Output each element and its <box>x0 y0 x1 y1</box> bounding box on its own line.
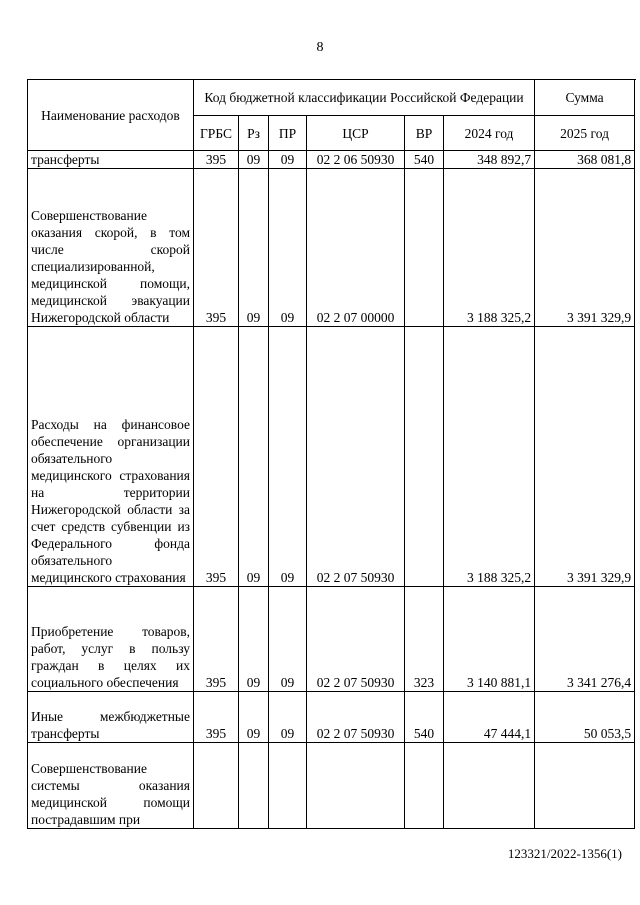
row-2024 <box>444 743 535 829</box>
header-2025: 2025 год <box>535 116 635 151</box>
row-2025: 3 391 329,9 <box>535 169 635 327</box>
header-rz: Рз <box>239 116 269 151</box>
row-2025: 3 341 276,4 <box>535 587 635 692</box>
row-vr <box>405 327 444 587</box>
row-name: трансферты <box>28 151 194 169</box>
row-name: Приобретение товаров, работ, услуг в пользу граждан в целях их социального обеспечения <box>28 587 194 692</box>
row-rz: 09 <box>239 169 269 327</box>
table-row <box>28 743 635 829</box>
row-csr: 02 2 07 50930 <box>307 587 405 692</box>
header-2024: 2024 год <box>444 116 535 151</box>
row-2024: 3 188 325,2 <box>444 169 535 327</box>
row-pr: 09 <box>269 587 307 692</box>
row-rz: 09 <box>239 327 269 587</box>
row-csr <box>307 743 405 829</box>
row-2024: 348 892,7 <box>444 151 535 169</box>
row-2025: 3 391 329,9 <box>535 327 635 587</box>
header-vr: ВР <box>405 116 444 151</box>
row-pr <box>269 743 307 829</box>
row-pr: 09 <box>269 151 307 169</box>
row-name: Иные межбюджетные трансферты <box>28 692 194 743</box>
row-name: Расходы на финансовое обеспечение организации обязательного медицинского страхования на территории Нижегородской области за счет средств субвенции из Федерального фонда обязательного медицинского страхования <box>28 327 194 587</box>
table-row <box>28 692 635 743</box>
row-2025: 50 053,5 <box>535 692 635 743</box>
row-csr: 02 2 06 50930 <box>307 151 405 169</box>
row-csr: 02 2 07 50930 <box>307 327 405 587</box>
table-row <box>28 151 635 169</box>
row-grbs <box>194 743 239 829</box>
row-2025: 368 081,8 <box>535 151 635 169</box>
table-row <box>28 587 635 692</box>
header-sum-group: Сумма <box>535 80 635 116</box>
row-2025 <box>535 743 635 829</box>
row-pr: 09 <box>269 692 307 743</box>
table-row <box>28 169 635 327</box>
header-pr: ПР <box>269 116 307 151</box>
row-2024: 47 444,1 <box>444 692 535 743</box>
row-grbs: 395 <box>194 587 239 692</box>
header-csr: ЦСР <box>307 116 405 151</box>
row-vr <box>405 169 444 327</box>
row-rz: 09 <box>239 151 269 169</box>
row-rz: 09 <box>239 587 269 692</box>
row-2024: 3 188 325,2 <box>444 327 535 587</box>
page-number: 8 <box>316 40 324 55</box>
row-name: Совершенствование системы оказания медицинской помощи пострадавшим при <box>28 743 194 829</box>
row-2024: 3 140 881,1 <box>444 587 535 692</box>
row-grbs: 395 <box>194 327 239 587</box>
row-csr: 02 2 07 50930 <box>307 692 405 743</box>
row-grbs: 395 <box>194 151 239 169</box>
row-vr <box>405 743 444 829</box>
row-csr: 02 2 07 00000 <box>307 169 405 327</box>
row-rz <box>239 743 269 829</box>
header-name: Наименование расходов <box>28 80 194 151</box>
row-vr: 323 <box>405 587 444 692</box>
row-pr: 09 <box>269 169 307 327</box>
table-row <box>28 327 635 587</box>
row-vr: 540 <box>405 151 444 169</box>
row-grbs: 395 <box>194 692 239 743</box>
row-rz: 09 <box>239 692 269 743</box>
document-id: 123321/2022-1356(1) <box>507 846 622 861</box>
row-pr: 09 <box>269 327 307 587</box>
row-vr: 540 <box>405 692 444 743</box>
row-name: Совершенствование оказания скорой, в том числе скорой специализированной, медицинской помощи, медицинской эвакуации Нижегородской области <box>28 169 194 327</box>
budget-table <box>27 79 635 829</box>
row-grbs: 395 <box>194 169 239 327</box>
header-grbs: ГРБС <box>194 116 239 151</box>
header-code-group: Код бюджетной классификации Российской Федерации <box>194 80 535 116</box>
